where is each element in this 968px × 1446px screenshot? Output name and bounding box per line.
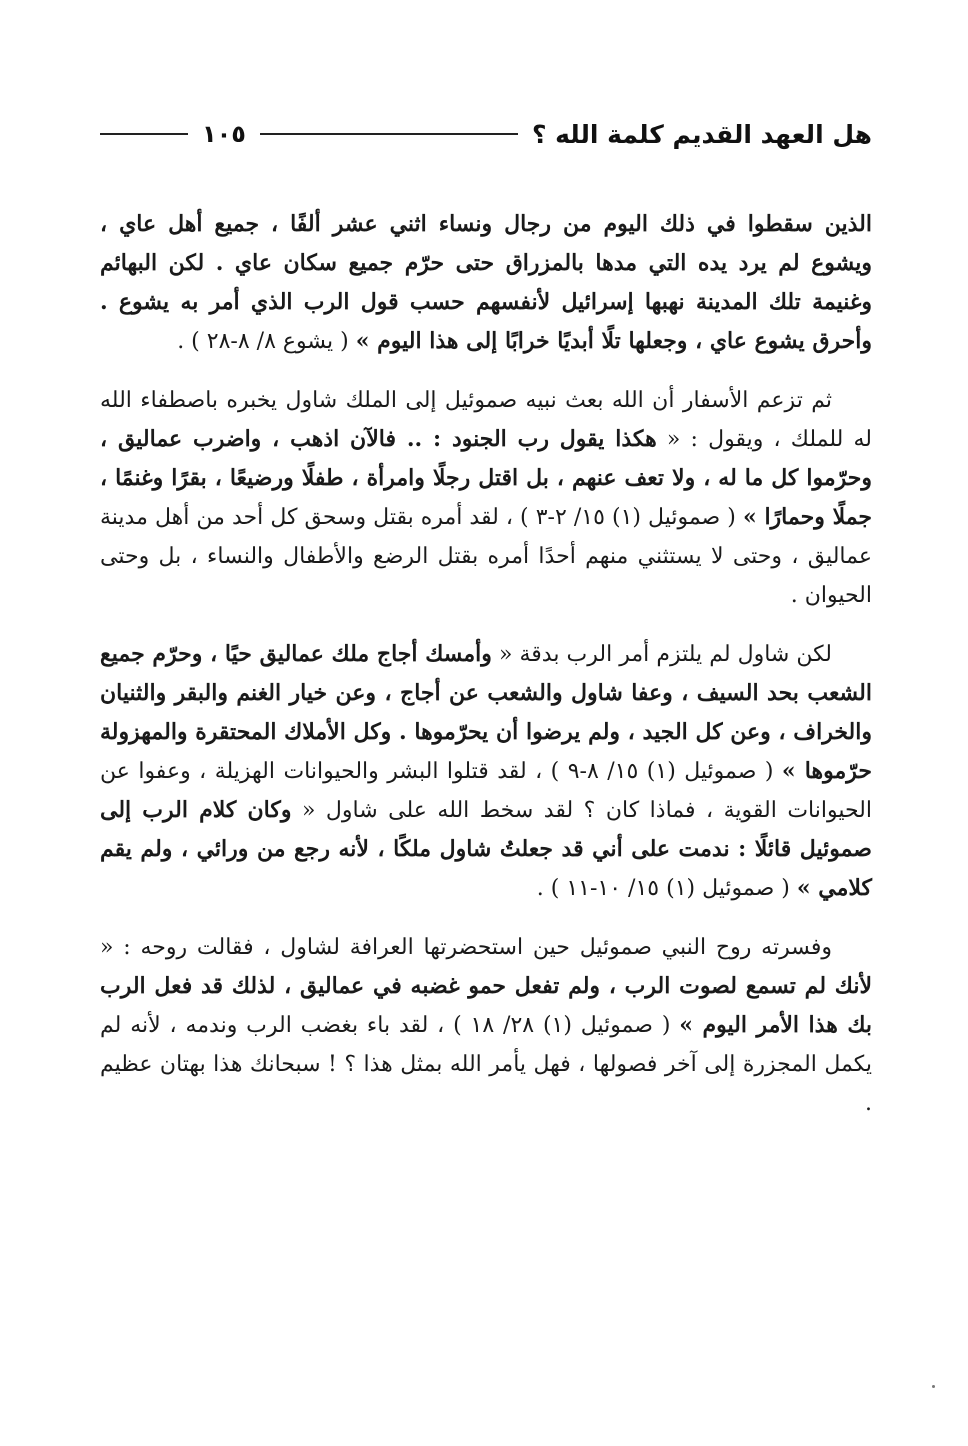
paragraph-text: لكن شاول لم يلتزم أمر الرب بدقة « [491, 642, 832, 667]
header-title: هل العهد القديم كلمة الله ؟ [531, 119, 872, 149]
paragraph-text: ثم تزعم الأسفار أن الله بعث نبيه صموئيل إلى الملك شاول يخبره باصطفاء الله له للملك ، ويقول : « [100, 388, 872, 452]
quoted-text: وأمسك أجاج ملك عماليق حيًا ، وحرّم جميع الشعب بحد السيف ، وعفا شاول والشعب عن أجاج ، وعن خيار الغنم والبقر والثنيان والخراف ، وعن كل الجيد ، ولم يرضوا أن يحرّموها . وكل الأملاك المحتقرة والمهزولة حرّموها » [100, 641, 872, 784]
scan-speck [932, 1385, 935, 1388]
paragraph [100, 205, 872, 361]
page-body [100, 205, 872, 1143]
paragraph [100, 381, 872, 615]
paragraph [100, 635, 872, 908]
paragraph-text: ( صموئيل (١) ١٥/ ٨-٩ ) ، لقد قتلوا البشر والحيوانات الهزيلة ، وعفوا عن الحيوانات القوية ، فماذا كان ؟ لقد سخط الله على شاول « [100, 759, 872, 823]
page-number: ١٠٥ [202, 120, 246, 148]
quoted-text: وكان كلام الرب إلى صموئيل قائلًا : ندمت على أني قد جعلتُ شاول ملكًا ، لأنه رجع من ورائي ، ولم يقم كلامي » [100, 797, 872, 901]
paragraph-text: ( يشوع ٨/ ٨-٢٨ ) . [177, 329, 356, 354]
header-rule-short [100, 133, 188, 135]
quoted-text: هكذا يقول رب الجنود : .. فالآن اذهب ، واضرب عماليق ، وحرّموا كل ما له ، ولا تعف عنهم ، بل اقتل رجلًا وامرأة ، طفلًا ورضيعًا ، بقرًا وغنمًا ، جملًا وحمارًا » [100, 426, 873, 530]
paragraph-text: ( صموئيل (١) ١٥/ ٢-٣ ) ، لقد أمره بقتل وسحق كل أحد من أهل مدينة عماليق ، وحتى لا يستثني منهم أحدًا أمره بقتل الرضع والأطفال والنساء ، بل وحتى الحيوان . [100, 505, 872, 608]
paragraph-text: ( صموئيل (١) ١٥/ ١٠-١١ ) . [536, 876, 797, 901]
paragraph-text: ( صموئيل (١) ٢٨/ ١٨ ) ، لقد باء بغضب الرب وندمه ، لأنه لم يكمل المجزرة إلى آخر فصولها ، فهل يأمر الله بمثل هذا ؟ ! سبحانك هذا بهتان عظيم . [100, 1013, 872, 1116]
running-header [100, 112, 872, 156]
paragraph [100, 928, 872, 1123]
quoted-text: لأنك لم تسمع لصوت الرب ، ولم تفعل حمو غضبه في عماليق ، لذلك قد فعل الرب بك هذا الأمر اليوم » [100, 973, 872, 1038]
quoted-text: الذين سقطوا في ذلك اليوم من رجال ونساء اثني عشر ألفًا ، جميع أهل عاي ، ويشوع لم يرد يده التي مدها بالمزراق حتى حرّم جميع سكان عاي . لكن البهائم وغنيمة تلك المدينة نهبها إسرائيل لأنفسهم حسب قول الرب الذي أمر به يشوع . وأحرق يشوع عاي ، وجعلها تلًا أبديًا خرابًا إلى هذا اليوم » [100, 211, 872, 354]
header-rule-long [260, 133, 518, 135]
paragraph-text: وفسرته روح النبي صموئيل حين استحضرتها العرافة لشاول ، فقالت روحه : « [100, 935, 832, 960]
